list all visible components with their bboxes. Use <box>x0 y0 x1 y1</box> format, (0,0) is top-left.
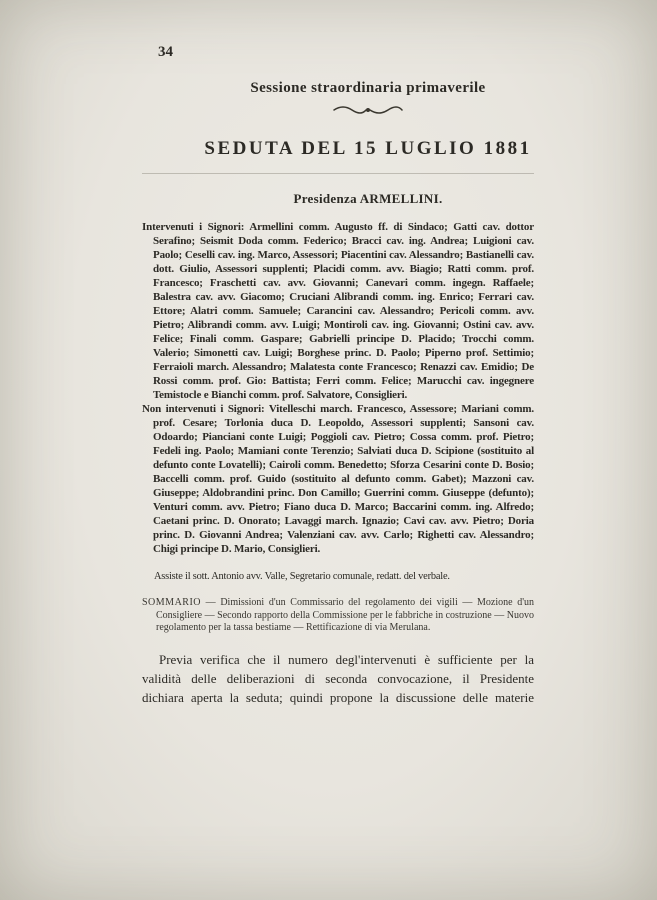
session-title: Sessione straordinaria primaverile <box>250 80 486 96</box>
absentees-text: Vitelleschi march. Francesco, Assessore; Mariani comm. prof. Cesare; Torlonia duca D. Leopoldo, Assessori supplenti; Sansoni cav. Odoardo; Pianciani conte Luigi; Poggioli cav. Pietro; Cossa comm. prof. Pietro; Fedeli ing. Paolo; Mamiani conte Terenzio; Salviati duca D. Scipione (sostituito al defunto conte Lovatelli); Cairoli comm. Benedetto; Sforza Cesarini conte D. Bosio; Baccelli comm. prof. Guido (sostituito al defunto comm. Gabet); Mazzoni cav. Giuseppe; Aldobrandini princ. Don Camillo; Guerrini comm. Giuseppe (defunto); Venturi comm. avv. Pietro; Fiano duca D. Marco; Baccarini comm. ing. Alfredo; Caetani princ. D. Onorato; Lavaggi march. Ignazio; Cavi cav. avv. Pietro; Doria princ. D. Giovanni Andrea; Valenziani cav. avv. Carlo; Righetti cav. Alessandro; Chigi principe D. Mario, Consiglieri. <box>153 403 534 555</box>
sommario-paragraph <box>142 597 534 635</box>
presidency-line: Presidenza ARMELLINI. <box>293 191 443 206</box>
absentees-paragraph <box>142 402 534 556</box>
attendees-text: Armellini comm. Augusto ff. di Sindaco; Gatti cav. dottor Serafino; Seismit Doda comm. Federico; Bracci cav. ing. Andrea; Luigioni cav. Paolo; Ceselli cav. ing. Marco, Assessori; Piacentini cav. Alessandro; Bastianelli cav. dott. Giulio, Assessori supplenti; Placidi comm. avv. Biagio; Ratti comm. prof. Francesco; Fraschetti cav. avv. Giovanni; Canevari comm. ingegn. Raffaele; Balestra cav. avv. Giacomo; Cruciani Alibrandi comm. ing. Enrico; Ferrari cav. Ettore; Alatri comm. Samuele; Carancini cav. Alessandro; Pericoli comm. avv. Pietro; Alibrandi comm. avv. Luigi; Montiroli cav. ing. Giovanni; Ostini cav. avv. Felice; Finali comm. Gaspare; Gabrielli principe D. Placido; Trocchi comm. Valerio; Simonetti cav. Luigi; Borghese princ. D. Paolo; Piperno prof. Settimio; Ferraioli march. Alessandro; Malatesta conte Francesco; Renazzi cav. Emidio; De Rossi comm. prof. Gio: Battista; Ferri comm. Felice; Marucchi cav. ingegnere Temistocle e Bianchi comm. prof. Salvatore, Consiglieri. <box>153 221 534 401</box>
opening-paragraph: Previa verifica che il numero degl'intervenuti è sufficiente per la validità delle deliberazioni di seconda convocazione, il Presidente dichiara aperta la seduta; quindi propone la discussione delle materie <box>142 651 534 705</box>
ornament-flourish <box>172 104 564 118</box>
secretary-note: Assiste il sott. Antonio avv. Valle, Segretario comunale, redatt. del verbale. <box>154 571 450 582</box>
heading-rule <box>142 173 534 174</box>
text-column <box>142 80 534 707</box>
seduta-heading: SEDUTA DEL 15 LUGLIO 1881 <box>204 138 532 159</box>
attendees-paragraph <box>142 220 534 402</box>
sommario-text: — Dimissioni d'un Commissario del regolamento dei vigili — Mozione d'un Consigliere — Secondo rapporto della Commissione per le fabbriche in costruzione — Nuovo regolamento per la tassa bestiame — Rettificazione di via Merulana. <box>156 597 535 633</box>
page-number: 34 <box>158 44 173 60</box>
absentees-label: Non intervenuti i Signori: <box>142 403 265 415</box>
attendees-label: Intervenuti i Signori: <box>142 221 245 233</box>
sommario-label: SOMMARIO <box>142 597 202 608</box>
